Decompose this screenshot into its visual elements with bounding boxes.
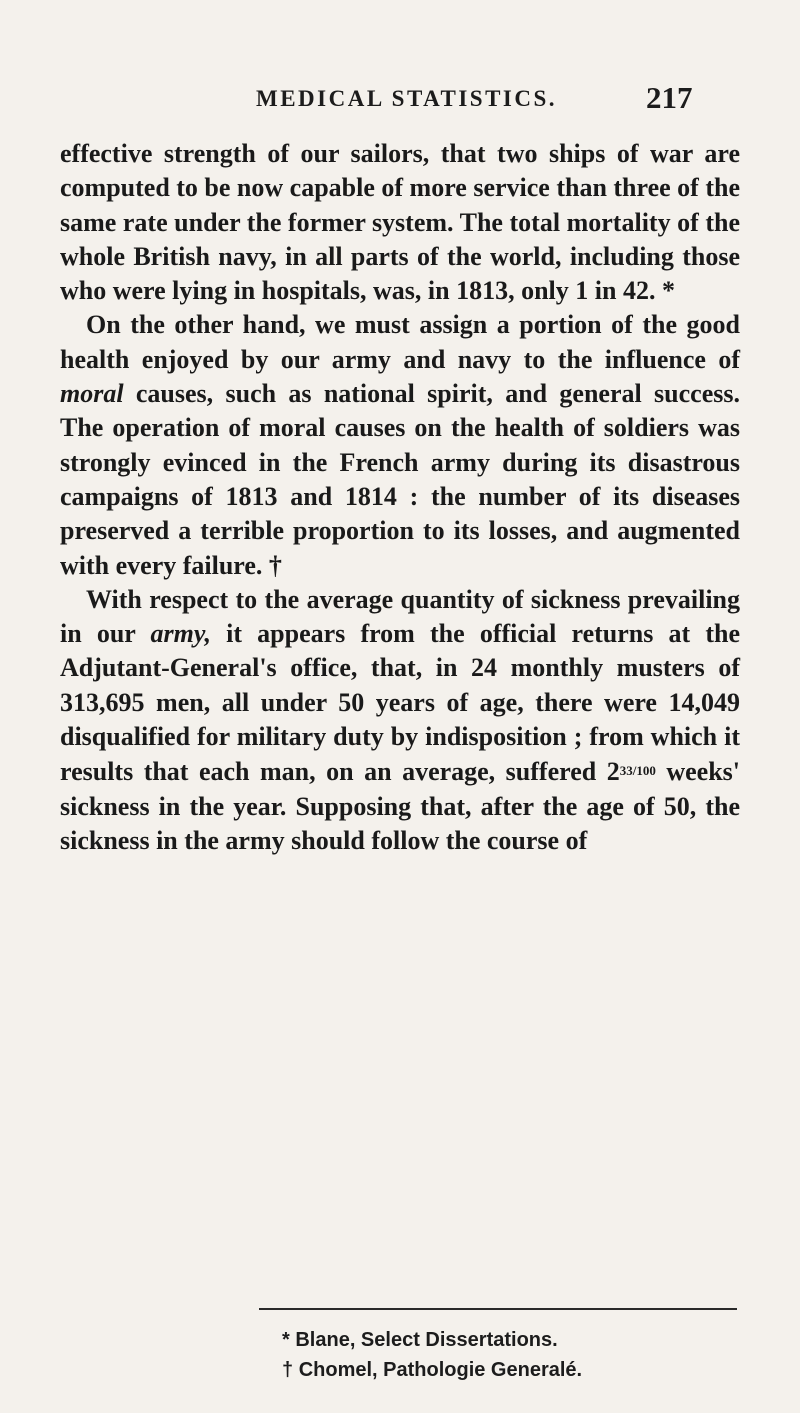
paragraph-2-text-a: On the other hand, we must assign a portion of the good health enjoyed by our army and navy to the influence of [60,310,740,374]
footnote-1 [282,1325,558,1355]
paragraph-1 [60,137,740,308]
footnote-text: Chomel, Pathologie Generalé. [298,1359,583,1381]
footnote-2 [282,1355,582,1385]
page-header [0,80,800,120]
page-number: 217 [646,80,693,115]
footnote-marker: * [282,1329,290,1351]
paragraph-2 [60,308,740,582]
footnote-marker: † [282,1359,294,1381]
paragraph-3-text-b: it appears from the official returns at the Adjutant-General's office, that, in 24 monthly musters of 313,695 men, all under 50 years of age, there were 14,049 disqualified for military duty by indisposition ; from which it results that each man, on an average, suffered 2 [60,619,740,787]
emphasis-army: army, [150,619,211,649]
running-head: MEDICAL STATISTICS. [256,86,558,111]
footnote-text: Blane, Select Dissertations. [295,1329,558,1351]
footnote-rule [259,1308,737,1310]
paragraph-2-text-b: causes, such as national spirit, and general success. The operation of moral causes on the health of soldiers was strongly evinced in the French army during its disastrous campaigns of 1813 and 1814 : the number of its diseases preserved a terrible proportion to its losses, and augmented with every failure. † [60,379,740,580]
body-text [60,137,740,858]
paragraph-3 [60,583,740,858]
paragraph-1-text: effective strength of our sailors, that two ships of war are computed to be now capable of more service than three of the same rate under the former system. The total mortality of the whole British navy, in all parts of the world, including those who were lying in hospitals, was, in 1813, only 1 in 42. * [60,139,740,306]
emphasis-moral: moral [60,379,124,409]
paragraph-3-text-a: With respect to the average quantity of sickness prevailing in our [60,584,740,649]
paragraph-3-text-c: weeks' sickness in the year. Supposing that, after the age of 50, the sickness in the army should follow the course of [60,757,740,855]
fraction: 33/100 [619,763,656,779]
